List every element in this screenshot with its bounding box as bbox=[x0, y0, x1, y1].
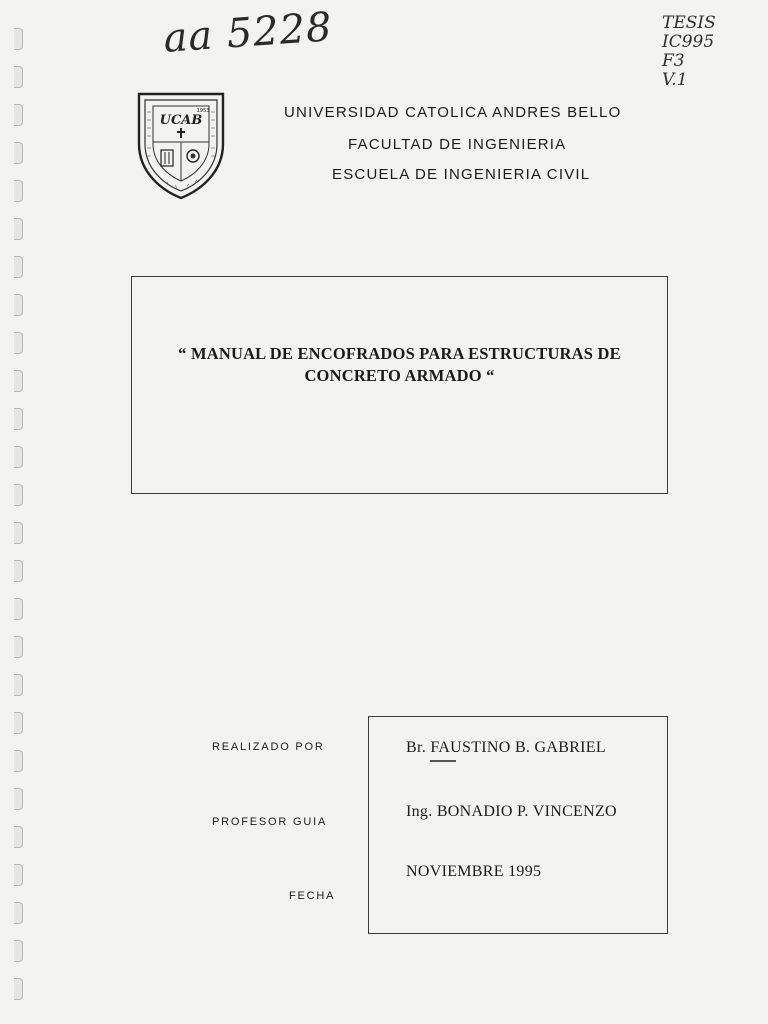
binding-hole bbox=[14, 104, 23, 126]
handwritten-underline bbox=[430, 760, 456, 762]
thesis-title-line: CONCRETO ARMADO “ bbox=[304, 366, 495, 385]
binding-hole bbox=[14, 370, 23, 392]
binding-hole bbox=[14, 560, 23, 582]
school-name: ESCUELA DE INGENIERIA CIVIL bbox=[332, 166, 591, 183]
advisor-label: PROFESOR GUIA bbox=[212, 816, 328, 828]
shelf-mark-line: IC995 bbox=[662, 32, 715, 52]
author-value: Br. FAUSTINO B. GABRIEL bbox=[406, 739, 606, 756]
binding-hole bbox=[14, 180, 23, 202]
binding-hole bbox=[14, 902, 23, 924]
binding-hole bbox=[14, 446, 23, 468]
thesis-title-line: “ MANUAL DE ENCOFRADOS PARA ESTRUCTURAS DE bbox=[178, 344, 621, 363]
binding-hole bbox=[14, 598, 23, 620]
binding-hole bbox=[14, 408, 23, 430]
binding-hole bbox=[14, 332, 23, 354]
author-label: REALIZADO POR bbox=[212, 741, 325, 753]
binding-hole bbox=[14, 636, 23, 658]
date-label: FECHA bbox=[289, 890, 336, 902]
binding-hole bbox=[14, 142, 23, 164]
faculty-name: FACULTAD DE INGENIERIA bbox=[348, 136, 567, 153]
binding-hole bbox=[14, 940, 23, 962]
info-box bbox=[368, 716, 668, 934]
binding-hole bbox=[14, 864, 23, 886]
thesis-title bbox=[132, 343, 667, 387]
university-name: UNIVERSIDAD CATOLICA ANDRES BELLO bbox=[284, 104, 622, 121]
binding-hole bbox=[14, 484, 23, 506]
binding-hole bbox=[14, 788, 23, 810]
binding-hole bbox=[14, 750, 23, 772]
handwritten-catalog-number: aa 5228 bbox=[162, 4, 335, 62]
university-seal-icon bbox=[137, 92, 225, 200]
binding-hole bbox=[14, 66, 23, 88]
shelf-mark-line: TESIS bbox=[662, 13, 716, 33]
seal-monogram: UCAB bbox=[159, 113, 203, 128]
advisor-value: Ing. BONADIO P. VINCENZO bbox=[406, 803, 617, 820]
binding-hole bbox=[14, 674, 23, 696]
spiral-binding-holes bbox=[14, 20, 28, 1010]
binding-hole bbox=[14, 218, 23, 240]
binding-hole bbox=[14, 256, 23, 278]
title-box bbox=[131, 276, 668, 494]
shelf-mark-line: V.1 bbox=[662, 70, 688, 90]
seal-year: 1953 bbox=[196, 108, 210, 114]
binding-hole bbox=[14, 826, 23, 848]
shelf-mark-line: F3 bbox=[662, 51, 685, 71]
binding-hole bbox=[14, 712, 23, 734]
binding-hole bbox=[14, 28, 23, 50]
handwritten-shelf-mark bbox=[662, 14, 752, 90]
binding-hole bbox=[14, 978, 23, 1000]
date-value: NOVIEMBRE 1995 bbox=[406, 863, 542, 880]
binding-hole bbox=[14, 522, 23, 544]
binding-hole bbox=[14, 294, 23, 316]
